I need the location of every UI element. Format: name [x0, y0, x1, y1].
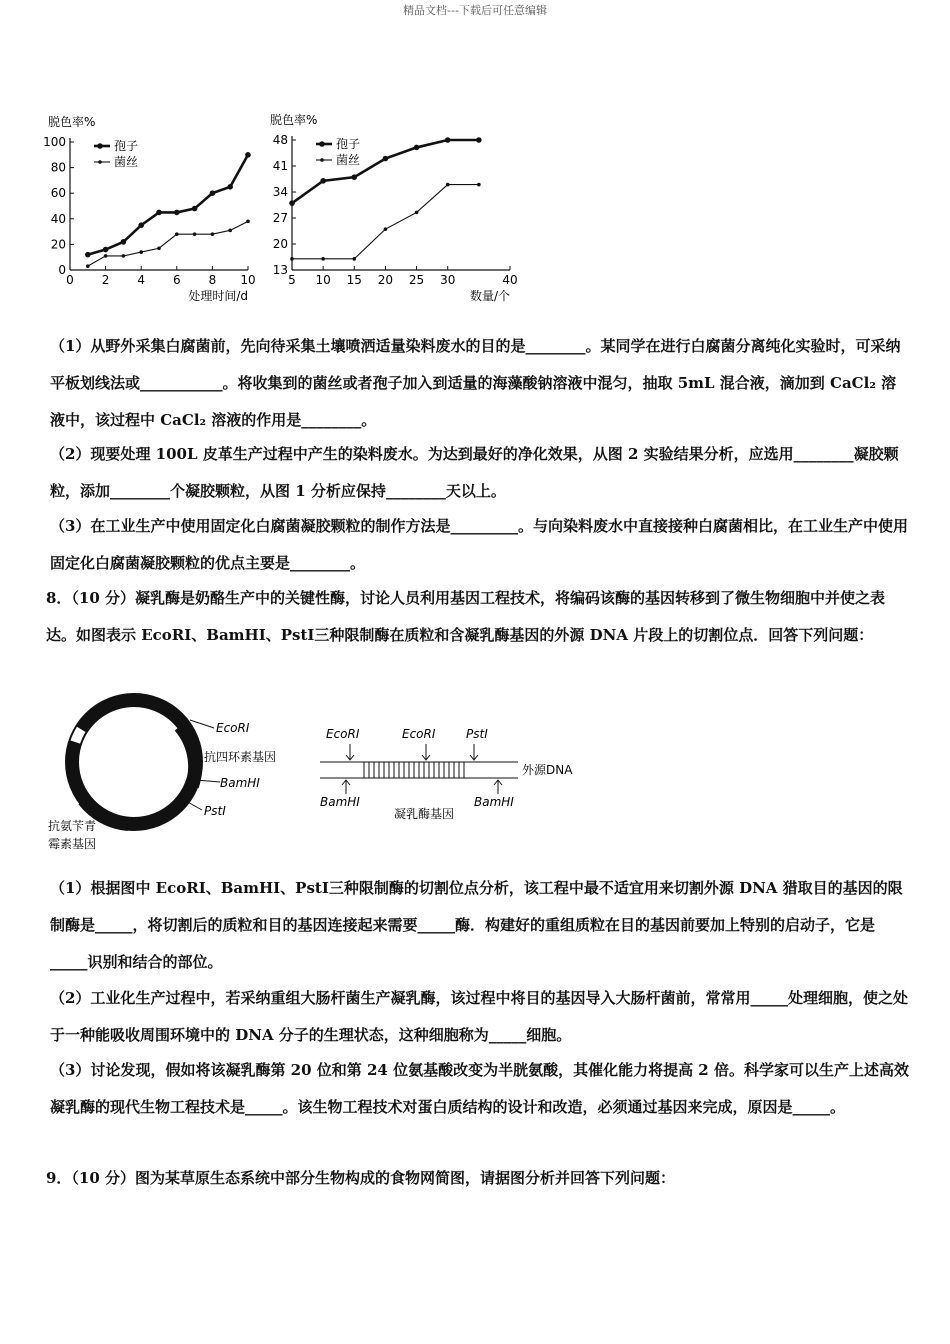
foreign-dna-diagram: [316, 722, 596, 832]
data-point-孢子: [383, 156, 389, 162]
data-point-菌丝: [104, 254, 108, 258]
y-tick-label: 41: [272, 159, 288, 173]
x-tick-label: 2: [101, 273, 110, 287]
data-point-孢子: [414, 145, 420, 151]
legend-label-菌丝: 菌丝: [114, 155, 139, 169]
data-point-孢子: [85, 252, 91, 258]
dna-psti-label: PstⅠ: [466, 727, 488, 741]
data-point-菌丝: [193, 232, 197, 236]
data-point-孢子: [445, 137, 451, 143]
data-point-菌丝: [211, 232, 215, 236]
data-point-菌丝: [352, 257, 356, 261]
data-point-菌丝: [321, 257, 325, 261]
legend-label-菌丝: 菌丝: [336, 153, 361, 167]
dna-ecori-2-label: EcoRⅠ: [402, 727, 436, 741]
chart-1-degradation-vs-time: [40, 108, 270, 308]
y-axis-label: 脱色率%: [48, 115, 96, 129]
plasmid-ecori-label: EcoRⅠ: [216, 721, 250, 735]
data-point-菌丝: [290, 257, 294, 261]
plasmid-amp-label-line2: 霉素基因: [48, 837, 97, 851]
data-point-菌丝: [384, 227, 388, 231]
q8-part2: （2）工业化生产过程中，若采纳重组大肠杆菌生产凝乳酶，该过程中将目的基因导入大肠杆菌前，常常用_____处理细胞，使之处于一种能吸收周围环境中的 DNA 分子的生理状态，这种细胞称为_____细胞。: [50, 989, 908, 1044]
series-line-菌丝: [88, 221, 248, 266]
plasmid-psti-label: PstⅠ: [204, 804, 226, 818]
x-tick-label: 20: [377, 273, 394, 287]
data-point-菌丝: [157, 246, 161, 250]
foreign-dna-label: 外源DNA: [522, 763, 573, 777]
legend-marker-孢子: [319, 141, 325, 147]
data-point-孢子: [320, 178, 326, 184]
data-point-菌丝: [246, 220, 250, 224]
data-point-孢子: [476, 137, 482, 143]
y-tick-label: 13: [272, 263, 288, 277]
plasmid-amp-label-line1: 抗氨苄青: [48, 819, 97, 833]
y-tick-label: 20: [50, 237, 66, 252]
y-tick-label: 20: [272, 237, 288, 251]
x-tick-label: 10: [315, 273, 331, 287]
x-tick-label: 10: [240, 273, 256, 287]
plasmid-bamhi-label: BamHⅠ: [220, 776, 260, 790]
q7-part2: （2）现要处理 100L 皮革生产过程中产生的染料废水。为达到最好的净化效果，从图 2 实验结果分析，应选用________凝胶颗粒，添加________个凝胶颗粒，从图 1 分析应保持________天以上。: [50, 445, 899, 500]
data-point-菌丝: [122, 254, 126, 258]
series-line-孢子: [88, 155, 248, 255]
q8-part3: （3）讨论发现，假如将该凝乳酶第 20 位和第 24 位氨基酸改变为半胱氨酸，其催化能力将提高 2 倍。科学家可以生产上述高效凝乳酶的现代生物工程技术是_____。该生物工程技术对蛋白质结构的设计和改造，必须通过基因来完成，原因是_____。: [50, 1061, 909, 1116]
x-tick-label: 40: [502, 273, 518, 287]
x-tick-label: 5: [288, 273, 296, 287]
coagulase-gene-label: 凝乳酶基因: [394, 807, 455, 821]
dna-ecori-1-label: EcoRⅠ: [326, 727, 360, 741]
dna-bamhi-1-label: BamHⅠ: [320, 795, 360, 809]
data-point-菌丝: [86, 264, 90, 268]
data-point-孢子: [227, 184, 233, 190]
x-tick-label: 8: [208, 273, 217, 287]
data-point-孢子: [289, 200, 295, 206]
page-header: 精品文档---下载后可任意编辑: [403, 4, 547, 17]
data-point-菌丝: [228, 229, 232, 233]
q8-part1: （1）根据图中 EcoRⅠ、BamHⅠ、PstⅠ三种限制酶的切割位点分析，该工程中最不适宜用来切割外源 DNA 猎取目的基因的限制酶是_____，将切割后的质粒和目的基因连接起来需要_____酶．构建好的重组质粒在目的基因前要加上特别的启动子，它是_____识别和结合的部位。: [50, 879, 903, 971]
data-point-孢子: [121, 239, 127, 245]
y-tick-label: 40: [50, 211, 66, 226]
q7-part3: （3）在工业生产中使用固定化白腐菌凝胶颗粒的制作方法是_________。与向染料废水中直接接种白腐菌相比，在工业生产中使用固定化白腐菌凝胶颗粒的优点主要是________。: [50, 517, 908, 572]
y-tick-label: 80: [50, 160, 66, 175]
x-tick-label: 4: [137, 273, 146, 287]
series-line-孢子: [292, 140, 479, 203]
y-tick-label: 27: [272, 211, 288, 225]
coagulase-gene-region: [364, 762, 464, 778]
data-point-孢子: [192, 206, 198, 212]
x-tick-label: 30: [440, 273, 456, 287]
series-line-菌丝: [292, 185, 479, 259]
plasmid-diagram: [44, 690, 304, 860]
x-axis-label: 数量/个: [469, 289, 510, 303]
legend-marker-孢子: [97, 143, 103, 149]
legend-label-孢子: 孢子: [114, 139, 139, 153]
q9-stem: 9．（10 分）图为某草原生态系统中部分生物构成的食物网简图，请据图分析并回答下列问题：: [46, 1169, 676, 1187]
chart-2-degradation-vs-count: [262, 108, 532, 308]
q7-part1: （1）从野外采集白腐菌前，先向待采集土壤喷洒适量染料废水的目的是________。某同学在进行白腐菌分离纯化实验时，可采纳平板划线法或___________。将收集到的菌丝或者孢子加入到适量的海藻酸钠溶液中混匀，抽取 5mL 混合液，滴加到 CaCl₂ 溶液中，该过程中 CaCl₂ 溶液的作用是________。: [50, 337, 901, 429]
x-tick-label: 6: [172, 273, 181, 287]
y-tick-label: 100: [43, 135, 66, 149]
x-tick-label: 25: [408, 273, 425, 287]
x-tick-label: 0: [66, 273, 74, 287]
data-point-菌丝: [139, 250, 143, 254]
data-point-孢子: [174, 210, 180, 216]
q8-stem: 8．（10 分）凝乳酶是奶酪生产中的关键性酶，讨论人员利用基因工程技术，将编码该酶的基因转移到了微生物细胞中并使之表达。如图表示 EcoRⅠ、BamHⅠ、PstⅠ三种限制酶在质粒和含凝乳酶基因的外源 DNA 片段上的切割位点．回答下列问题：: [46, 589, 886, 644]
x-tick-label: 15: [346, 273, 362, 287]
dna-bamhi-2-label: BamHⅠ: [474, 795, 514, 809]
y-tick-label: 60: [50, 186, 66, 201]
y-tick-label: 34: [272, 185, 288, 199]
legend-marker-菌丝: [320, 158, 324, 162]
data-point-孢子: [351, 174, 357, 180]
legend-label-孢子: 孢子: [336, 137, 361, 151]
data-point-菌丝: [446, 183, 450, 187]
data-point-孢子: [103, 247, 109, 253]
data-point-菌丝: [415, 211, 419, 215]
plasmid-tet-label: 抗四环素基因: [204, 750, 277, 764]
data-point-孢子: [210, 190, 216, 196]
data-point-菌丝: [175, 232, 179, 236]
tetracycline-resistance-segment: [180, 726, 195, 786]
data-point-孢子: [156, 210, 162, 216]
legend-marker-菌丝: [98, 160, 102, 164]
data-point-孢子: [138, 222, 144, 228]
data-point-孢子: [245, 152, 251, 158]
y-tick-label: 48: [272, 133, 288, 147]
x-axis-label: 处理时间/d: [188, 289, 248, 303]
y-axis-label: 脱色率%: [270, 113, 318, 127]
data-point-菌丝: [477, 183, 481, 187]
y-tick-label: 0: [58, 263, 66, 277]
